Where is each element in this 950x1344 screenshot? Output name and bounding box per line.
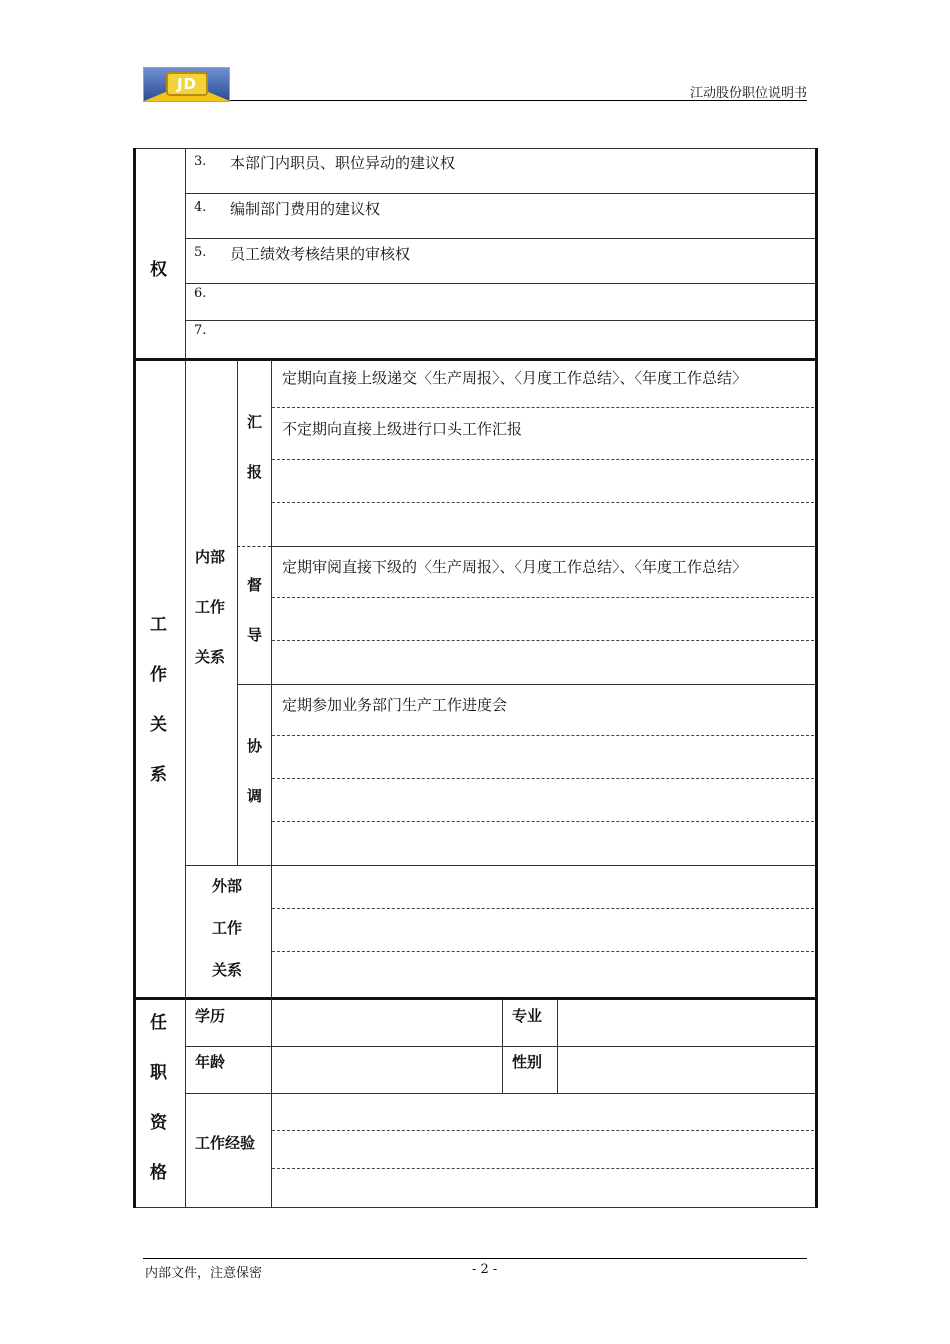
gender-label: 性别 [512,1053,543,1071]
rights-item-text: 本部门内职员、职位异动的建议权 [230,154,456,172]
coordinate-label-char: 协 [247,737,263,755]
supervise-label-char: 督 [247,576,263,594]
relations-label-char: 作 [150,665,167,685]
supervise-line: 定期审阅直接下级的〈生产周报〉、〈月度工作总结〉、〈年度工作总结〉 [282,558,748,576]
confidential-note: 内部文件，注意保密 [145,1266,263,1281]
external-label-line: 工作 [212,919,243,937]
relations-label-char: 关 [150,715,167,735]
qualification-row-line [185,1093,815,1094]
dashed-line [272,908,814,909]
logo-mark: JD [166,72,208,96]
qualification-row-line [185,1046,815,1047]
dashed-line [272,502,814,503]
rights-item-num: 4. [194,200,207,215]
internal-label-line: 工作 [195,598,226,616]
relations-label-char: 工 [150,615,167,635]
table-right-border [815,148,818,1208]
rights-row-line [185,320,815,321]
coordinate-label-char: 调 [247,787,263,805]
sub-section-divider [237,684,815,685]
experience-label: 工作经验 [195,1134,256,1152]
qualification-label-char: 职 [150,1063,167,1083]
internal-label-line: 关系 [195,648,226,666]
rights-section-label: 权 [150,260,167,280]
dashed-line [272,640,814,641]
sub-section-divider [237,546,271,547]
report-label-char: 报 [247,463,263,481]
document-title: 江动股份职位说明书 [689,86,807,101]
sub-section-divider [271,546,815,547]
qualification-divider [271,999,272,1208]
rights-row-line [185,283,815,284]
dashed-line [272,1168,814,1169]
qualification-divider [185,999,186,1208]
table-top-border [134,148,818,149]
footer-rule [143,1258,807,1259]
rights-divider [185,148,186,359]
page-number: - 2 - [472,1262,498,1277]
internal-divider [237,360,238,865]
dashed-line [272,407,814,408]
dashed-line [272,459,814,460]
report-line: 定期向直接上级递交〈生产周报〉、〈月度工作总结〉、〈年度工作总结〉 [282,369,748,387]
external-label-line: 外部 [212,877,243,895]
dashed-line [272,597,814,598]
table-bottom-border [134,1207,818,1208]
content-divider [271,360,272,998]
dashed-line [272,1130,814,1131]
external-label-line: 关系 [212,961,243,979]
dashed-line [272,735,814,736]
rights-item-text: 编制部门费用的建议权 [230,200,381,218]
relations-label-char: 系 [150,765,167,785]
table-left-border [133,148,136,1208]
rights-item-num: 3. [194,154,207,169]
rights-row-line [185,193,815,194]
rights-item-num: 6. [194,286,207,301]
age-label: 年龄 [195,1053,226,1071]
relations-divider [185,360,186,998]
qualification-label-char: 任 [150,1013,167,1033]
supervise-label-char: 导 [247,626,263,644]
relations-bottom-border [134,997,818,1000]
education-label: 学历 [195,1007,226,1025]
report-label-char: 汇 [247,413,263,431]
internal-bottom-line [185,865,815,866]
dashed-line [272,951,814,952]
rights-item-num: 7. [194,323,207,338]
coordinate-line: 定期参加业务部门生产工作进度会 [282,696,508,714]
major-label: 专业 [512,1007,543,1025]
qualification-label-char: 资 [150,1113,167,1133]
dashed-line [272,778,814,779]
company-logo [143,67,230,102]
dashed-line [272,821,814,822]
report-line: 不定期向直接上级进行口头工作汇报 [282,420,523,438]
rights-item-text: 员工绩效考核结果的审核权 [230,245,411,263]
qualification-label-char: 格 [150,1163,167,1183]
rights-item-num: 5. [194,245,207,260]
internal-label-line: 内部 [195,548,226,566]
rights-row-line [185,238,815,239]
